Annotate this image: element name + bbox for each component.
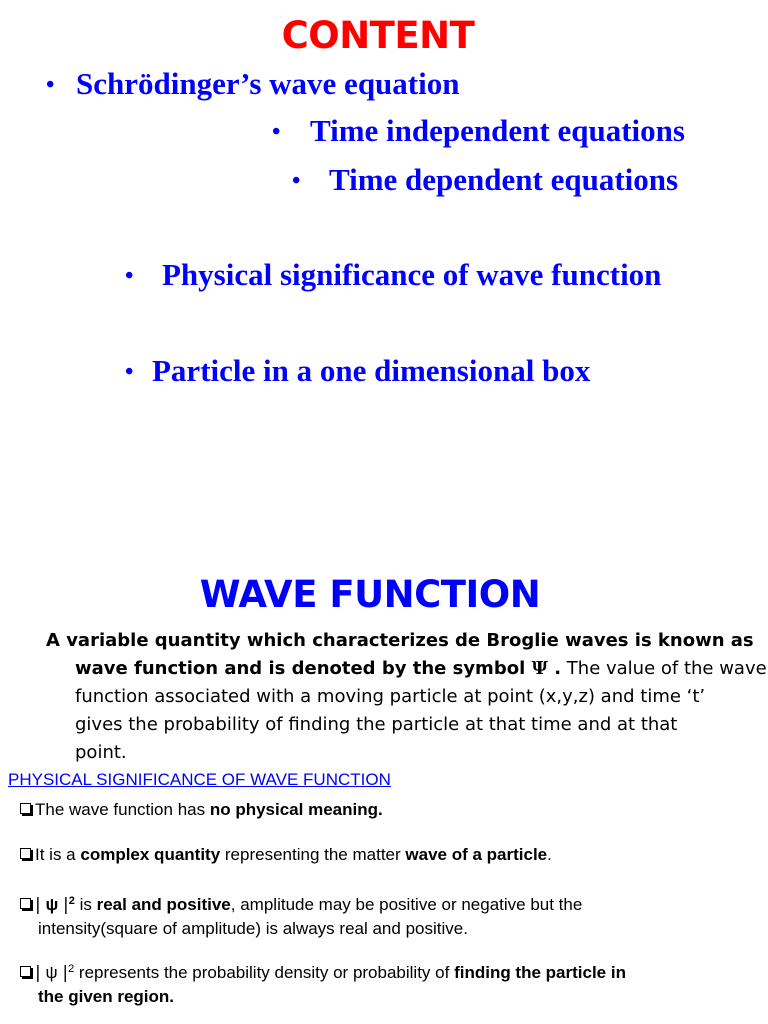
definition-line: gives the probability of finding the particle at that time and at that	[75, 714, 678, 735]
list-item	[20, 958, 760, 1008]
item-bold-text: complex quantity	[80, 845, 221, 864]
item-continuation	[20, 985, 760, 1008]
bullet-text: Schrödinger’s wave equation	[76, 66, 460, 101]
item-text: represents the probability density or probability of	[74, 963, 455, 982]
item-text: intensity(square of amplitude) is always real and positive.	[38, 919, 468, 938]
psi-symbol: ψ	[45, 963, 58, 982]
wave-function-title: WAVE FUNCTION	[199, 573, 541, 616]
bullet-dot: •	[292, 168, 301, 194]
list-item	[20, 843, 760, 866]
definition-line	[46, 655, 767, 683]
psi-symbol: ψ	[45, 895, 59, 914]
bullet-text: Physical significance of wave function	[162, 257, 662, 292]
item-bold-text: real and positive	[96, 895, 231, 914]
abs-bar: |	[35, 895, 41, 915]
definition-line	[46, 627, 758, 655]
item-text: is	[79, 895, 97, 914]
content-title: CONTENT	[281, 14, 475, 57]
bullet-text: Time dependent equations	[329, 162, 679, 197]
physical-significance-heading: PHYSICAL SIGNIFICANCE OF WAVE FUNCTION	[8, 770, 391, 789]
definition-line: point.	[75, 742, 127, 763]
bullet-dot: •	[125, 263, 134, 289]
item-bold-text: finding the particle in	[454, 963, 626, 982]
exponent: 2	[68, 895, 75, 907]
item-text: The wave function has	[35, 800, 210, 819]
definition-line: function associated with a moving particle at point (x,y,z) and time ‘t’	[75, 686, 706, 707]
psi-symbol: Ψ	[531, 658, 548, 679]
item-text: It is a	[35, 845, 81, 864]
definition-text: The value of the wave	[561, 658, 767, 679]
bullet-text: Particle in a one dimensional box	[152, 353, 591, 388]
bullet-schrodinger	[46, 65, 459, 104]
list-item	[20, 890, 760, 940]
bullet-dot: •	[125, 359, 134, 385]
definition-bold-text: A variable quantity which characterizes de Broglie waves is known as	[46, 630, 754, 651]
definition-bold-text: .	[547, 658, 562, 679]
bullet-physical-significance	[125, 256, 661, 295]
checkbox-bullet-icon	[20, 966, 31, 977]
exponent: 2	[68, 963, 75, 975]
bullet-dot: •	[272, 119, 281, 145]
item-bold-text: the given region.	[38, 987, 175, 1006]
bullet-time-dependent	[292, 161, 678, 200]
checkbox-bullet-icon	[20, 803, 31, 814]
checkbox-bullet-icon	[20, 848, 31, 859]
item-bold-text: wave of a particle	[405, 845, 548, 864]
item-text: representing the matter	[220, 845, 406, 864]
item-text: .	[547, 845, 552, 864]
list-item	[20, 798, 760, 821]
bullet-text: Time independent equations	[310, 113, 685, 148]
abs-bar: |	[62, 963, 69, 983]
bullet-dot: •	[46, 72, 55, 98]
bullet-particle-in-box	[125, 352, 590, 391]
abs-bar: |	[63, 895, 69, 915]
definition-bold-text: wave function and is denoted by the symbol	[75, 658, 532, 679]
item-bold-text: no physical meaning.	[209, 800, 383, 819]
abs-bar: |	[35, 963, 41, 983]
bullet-time-independent	[272, 112, 685, 151]
checkbox-bullet-icon	[20, 898, 31, 909]
definition-paragraph	[46, 627, 767, 767]
item-text: , amplitude may be positive or negative but the	[230, 895, 583, 914]
